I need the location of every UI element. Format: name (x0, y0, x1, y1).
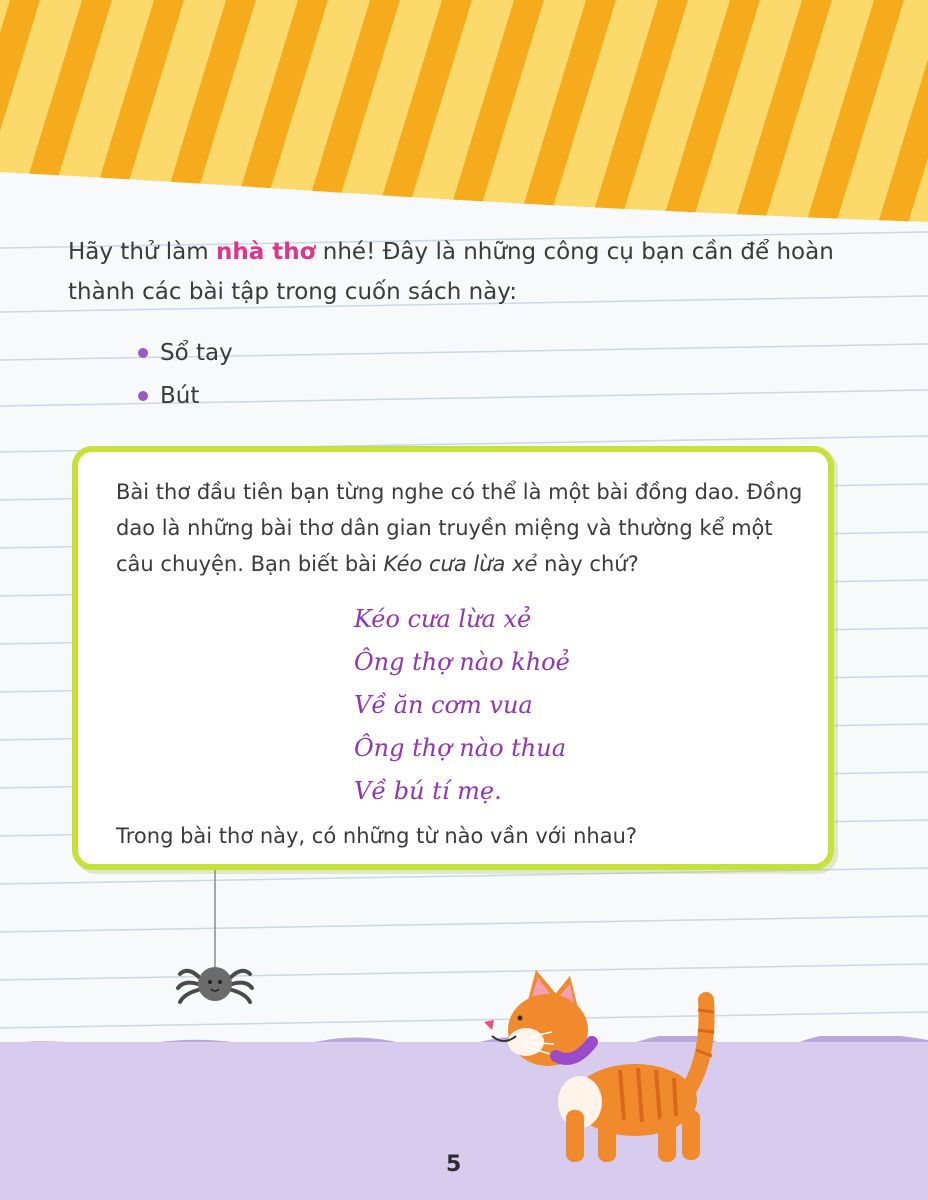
poem-title: Kéo cưa lừa xẻ (383, 552, 538, 576)
striped-header (0, 0, 928, 230)
poem-line: Ông thợ nào khoẻ (354, 648, 570, 676)
tools-list (138, 333, 233, 419)
intro-paragraph (68, 232, 868, 312)
intro-text-after: nhé! Đây là những công cụ bạn cần để hoàn thành các bài tập trong cuốn sách này: (68, 239, 834, 305)
cat-illustration (470, 970, 740, 1170)
poem-lines (354, 598, 570, 813)
spider-icon (170, 870, 260, 1010)
rhyme-question: Trong bài thơ này, có những từ nào vần với nhau? (116, 824, 638, 848)
intro-highlight: nhà thơ (216, 239, 316, 265)
page-number: 5 (446, 1152, 462, 1177)
tool-item: Bút (138, 376, 233, 419)
poem-info-box (72, 446, 834, 870)
box-paragraph-end: này chứ? (537, 552, 639, 576)
purple-floor (0, 1042, 928, 1200)
tool-item: Sổ tay (138, 333, 233, 376)
box-paragraph (116, 474, 816, 582)
poem-line: Về ăn cơm vua (354, 691, 533, 719)
poem-line: Về bú tí mẹ. (354, 777, 502, 805)
poem-line: Kéo cưa lừa xẻ (354, 605, 532, 633)
intro-text-before: Hãy thử làm (68, 239, 216, 265)
poem-line: Ông thợ nào thua (354, 734, 567, 762)
box-paragraph-text: Bài thơ đầu tiên bạn từng nghe có thể là một bài đồng dao. Đồng dao là những bài thơ dân gian truyền miệng và thường kể một câu chuyện. Bạn biết bài (116, 480, 803, 576)
